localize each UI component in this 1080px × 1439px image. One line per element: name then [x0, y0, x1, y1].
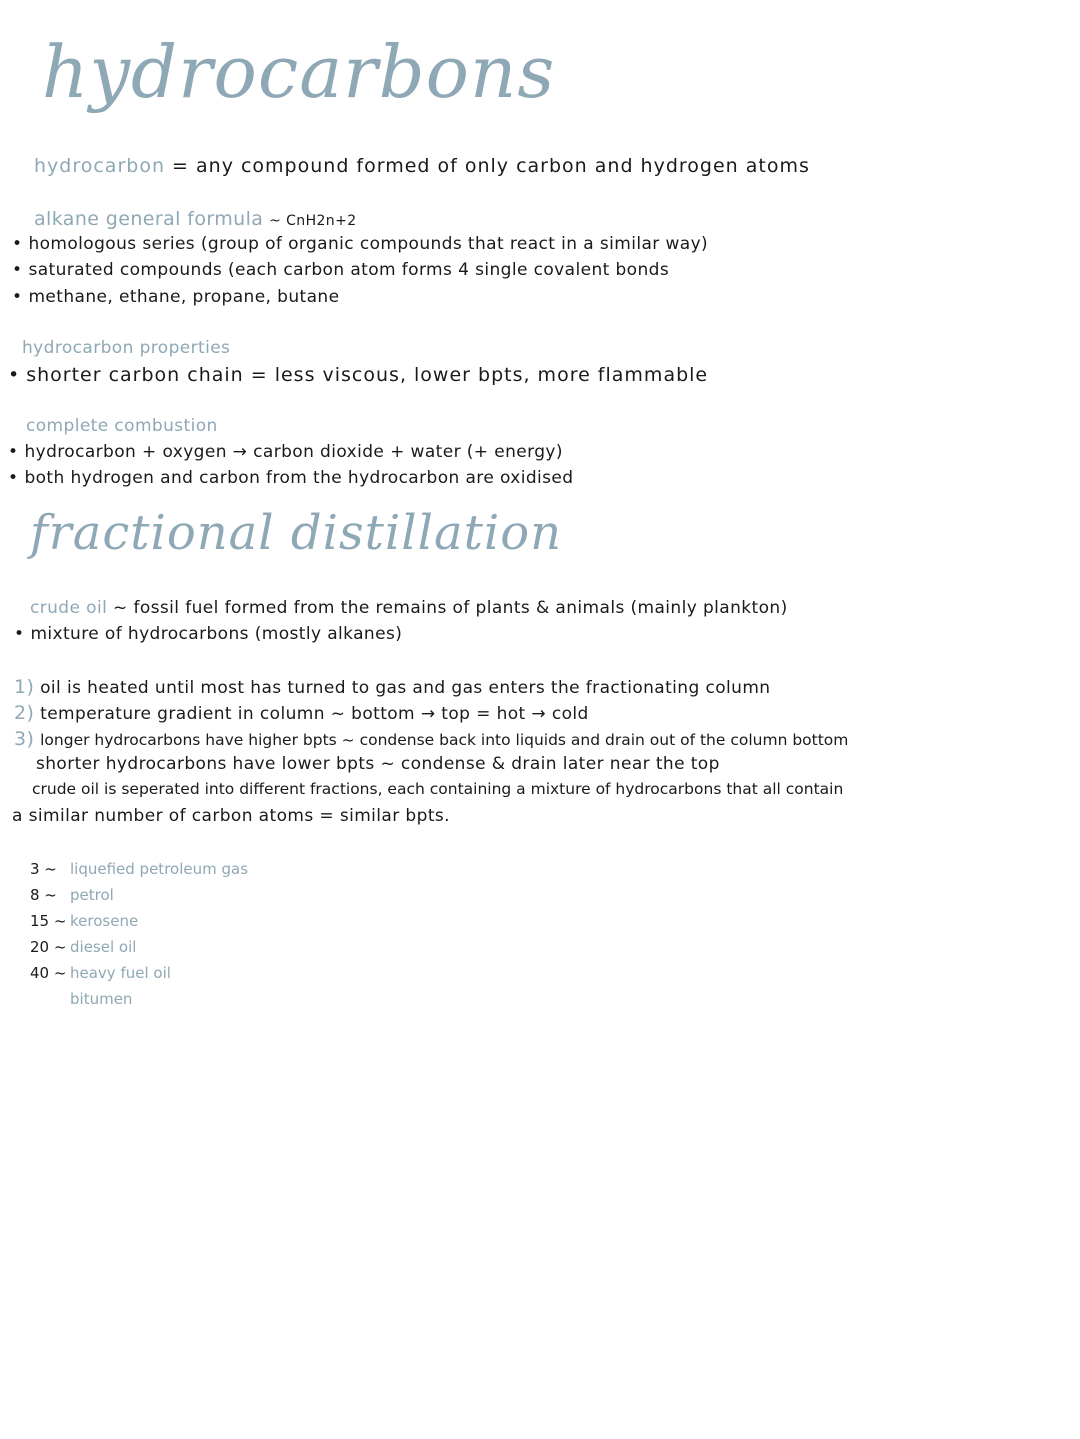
- fraction-label: kerosene: [70, 912, 139, 930]
- step-2-text: temperature gradient in column ~ bottom → top = hot → cold: [40, 704, 589, 724]
- fraction-label: liquefied petroleum gas: [70, 860, 249, 878]
- crude-oil-term: crude oil: [30, 598, 108, 618]
- step-3: [14, 728, 848, 750]
- fraction-carbons: 40 ~: [30, 964, 67, 982]
- step-1: [14, 676, 770, 698]
- fraction-carbons: 20 ~: [30, 938, 67, 956]
- fraction-label: bitumen: [70, 990, 133, 1008]
- crude-oil-text: ~ fossil fuel formed from the remains of plants & animals (mainly plankton): [113, 598, 788, 618]
- fraction-item: [30, 964, 171, 982]
- definition-line: [34, 155, 810, 177]
- fraction-item: [30, 886, 114, 904]
- fraction-label: heavy fuel oil: [70, 964, 171, 982]
- title-hydrocarbons: hydrocarbons: [42, 30, 556, 114]
- properties-bullet-1: • shorter carbon chain = less viscous, lower bpts, more flammable: [8, 364, 708, 386]
- alkane-heading: alkane general formula: [34, 208, 264, 230]
- combustion-heading: complete combustion: [26, 416, 218, 436]
- crude-oil-bullet: • mixture of hydrocarbons (mostly alkanes): [14, 624, 402, 644]
- fraction-carbons: 3 ~: [30, 860, 57, 878]
- fraction-label: petrol: [70, 886, 114, 904]
- step-3-text: longer hydrocarbons have higher bpts ~ condense back into liquids and drain out of the column bottom: [40, 731, 849, 749]
- step-3-line-4: a similar number of carbon atoms = similar bpts.: [12, 806, 450, 826]
- step-1-number: 1): [14, 676, 35, 698]
- properties-heading: hydrocarbon properties: [22, 338, 231, 358]
- fraction-item: [30, 990, 132, 1008]
- fraction-label: diesel oil: [70, 938, 137, 956]
- fraction-item: [30, 912, 138, 930]
- alkane-bullet-2: • saturated compounds (each carbon atom forms 4 single covalent bonds: [12, 260, 669, 280]
- definition-text: = any compound formed of only carbon and hydrogen atoms: [172, 155, 810, 177]
- title-fractional-distillation: fractional distillation: [30, 505, 563, 561]
- alkane-bullet-1: • homologous series (group of organic compounds that react in a similar way): [12, 234, 708, 254]
- definition-term: hydrocarbon: [34, 155, 165, 177]
- alkane-heading-line: [34, 208, 357, 230]
- combustion-bullet-1: • hydrocarbon + oxygen → carbon dioxide + water (+ energy): [8, 442, 563, 462]
- step-3-number: 3): [14, 728, 35, 750]
- step-3-line-3: crude oil is seperated into different fractions, each containing a mixture of hydrocarbons that all contain: [32, 780, 844, 798]
- crude-oil-line: [30, 598, 788, 618]
- combustion-bullet-2: • both hydrogen and carbon from the hydrocarbon are oxidised: [8, 468, 573, 488]
- fraction-carbons: 15 ~: [30, 912, 67, 930]
- alkane-bullet-3: • methane, ethane, propane, butane: [12, 287, 339, 307]
- alkane-formula: ~ CnH2n+2: [269, 213, 357, 229]
- step-3-line-2: shorter hydrocarbons have lower bpts ~ condense & drain later near the top: [36, 754, 720, 774]
- fraction-carbons: 8 ~: [30, 886, 57, 904]
- step-1-text: oil is heated until most has turned to gas and gas enters the fractionating column: [40, 678, 771, 698]
- fraction-item: [30, 860, 248, 878]
- fraction-item: [30, 938, 136, 956]
- step-2-number: 2): [14, 702, 35, 724]
- step-2: [14, 702, 589, 724]
